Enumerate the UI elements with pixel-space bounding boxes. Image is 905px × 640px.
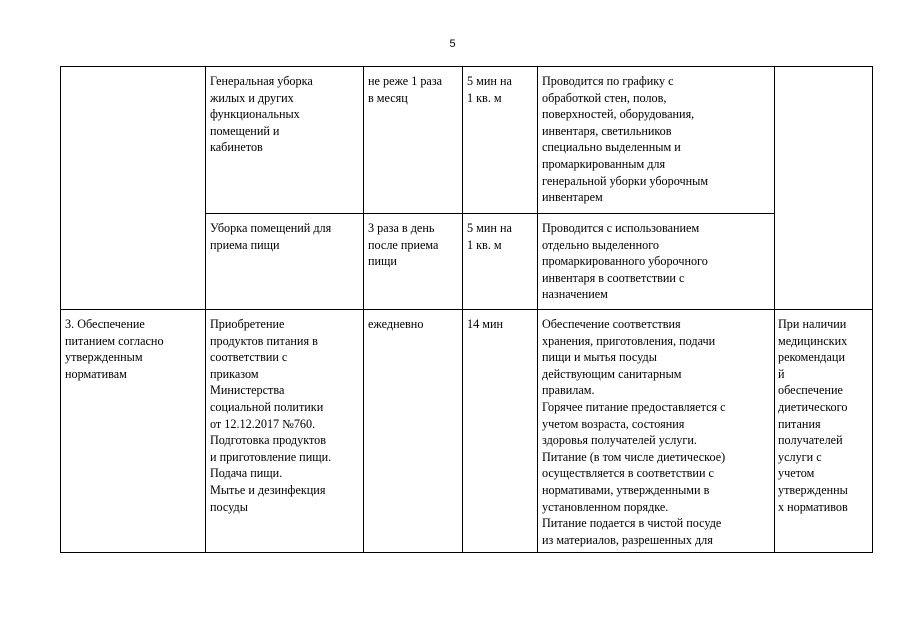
cell-text-line: Горячее питание предоставляется с [542,399,726,414]
action-cell [206,310,364,553]
cell-text-line: и приготовление пищи. [210,449,332,464]
cell-text-line: пищи и мытья посуды [542,350,657,365]
cell-text-line: пищи [368,254,397,269]
cell-text-line: действующим санитарным [542,366,682,381]
cell-text-line: 1 кв. м [467,90,502,105]
cell-text-line: ежедневно [368,317,424,331]
table-row-general-cleaning [61,67,873,214]
cell-text-line: назначением [542,287,608,302]
cell-text-line: учетом [778,466,815,481]
cell-text-line: жилых и других [210,90,294,105]
action-cell [206,214,364,310]
cell-text-line: питания [778,416,821,431]
cell-text-line: генеральной уборки уборочным [542,173,709,188]
frequency-cell [364,214,463,310]
cell-text-line: функциональных [210,107,300,122]
cell-text-line: учетом возраста, состояния [542,416,685,431]
cell-text-line: промаркированным для [542,156,666,171]
cell-text-line: от 12.12.2017 №760. [210,416,316,431]
cell-text-line: инвентарем [542,190,603,205]
frequency-cell [364,67,463,214]
cell-text-line: здоровья получателей услуги. [542,433,697,448]
cell-text-line: 3 раза в день [368,221,435,235]
cell-text-line: утвержденным [65,350,143,365]
cell-text-line: рекомендаци [778,350,845,365]
cell-text-line: медицинских [778,333,848,348]
cell-text-line: не реже 1 раза [368,74,443,88]
cell-text-line: Приобретение [210,317,285,331]
time-norm-cell [463,214,538,310]
cell-text-line: в месяц [368,90,408,105]
cell-text-line: приказом [210,366,259,381]
details-cell [538,67,775,214]
cell-text-line: Генеральная уборка [210,74,313,88]
cell-text-line: Мытье и дезинфекция [210,482,326,497]
services-table [60,66,873,553]
cell-text-line: обеспечение [778,383,843,398]
frequency-cell [364,310,463,553]
cell-text-line: Питание (в том числе диетическое) [542,449,726,464]
cell-text-line: 14 мин [467,317,503,331]
action-cell [206,67,364,214]
cell-text-line: инвентаря, светильников [542,123,672,138]
service-cell [61,310,206,553]
cell-text-line: Проводится по графику с [542,74,674,88]
cell-text-line: диетического [778,399,848,414]
cell-text-line: хранения, приготовления, подачи [542,333,716,348]
cell-text-line: питанием согласно [65,333,164,348]
cell-text-line: При наличии [778,317,847,331]
cell-text-line: х нормативов [778,499,848,514]
cell-text-line: поверхностей, оборудования, [542,107,695,122]
table-row-catering [61,310,873,553]
cell-text-line: отдельно выделенного [542,237,659,252]
cell-text-line: нормативам [65,366,127,381]
cell-text-line: нормативами, утвержденными в [542,482,710,497]
cell-text-line: осуществляется в соответствии с [542,466,714,481]
cell-text-line: й [778,366,785,381]
cell-text-line: специально выделенным и [542,140,681,155]
cell-text-line: получателей [778,433,843,448]
cell-text-line: 1 кв. м [467,237,502,252]
cell-text-line: приема пищи [210,237,280,252]
cell-text-line: обработкой стен, полов, [542,90,667,105]
cell-text-line: Обеспечение соответствия [542,317,681,331]
cell-text-line: правилам. [542,383,595,398]
details-cell [538,310,775,553]
cell-text-line: 5 мин на [467,74,512,88]
cell-text-line: промаркированного уборочного [542,254,708,269]
page-number: 5 [449,38,456,50]
cell-text-line: Уборка помещений для [210,221,332,235]
note-cell [775,67,873,310]
cell-text-line: Подача пищи. [210,466,283,481]
cell-text-line: утвержденны [778,482,848,497]
note-cell [775,310,873,553]
cell-text-line: Проводится с использованием [542,221,700,235]
cell-text-line: кабинетов [210,140,263,155]
cell-text-line: Подготовка продуктов [210,433,327,448]
cell-text-line: социальной политики [210,399,324,414]
cell-text-line: Министерства [210,383,285,398]
service-cell [61,67,206,310]
time-norm-cell [463,310,538,553]
cell-text-line: из материалов, разрешенных для [542,532,713,547]
cell-text-line: Питание подается в чистой посуде [542,516,722,531]
cell-text-line: соответствии с [210,350,288,365]
cell-text-line: после приема [368,237,439,252]
cell-text-line: 5 мин на [467,221,512,235]
cell-text-line: 3. Обеспечение [65,317,145,331]
time-norm-cell [463,67,538,214]
cell-text-line: продуктов питания в [210,333,318,348]
cell-text-line: установленном порядке. [542,499,669,514]
cell-text-line: услуги с [778,449,822,464]
cell-text-line: инвентаря в соответствии с [542,270,685,285]
cell-text-line: помещений и [210,123,280,138]
details-cell [538,214,775,310]
cell-text-line: посуды [210,499,248,514]
